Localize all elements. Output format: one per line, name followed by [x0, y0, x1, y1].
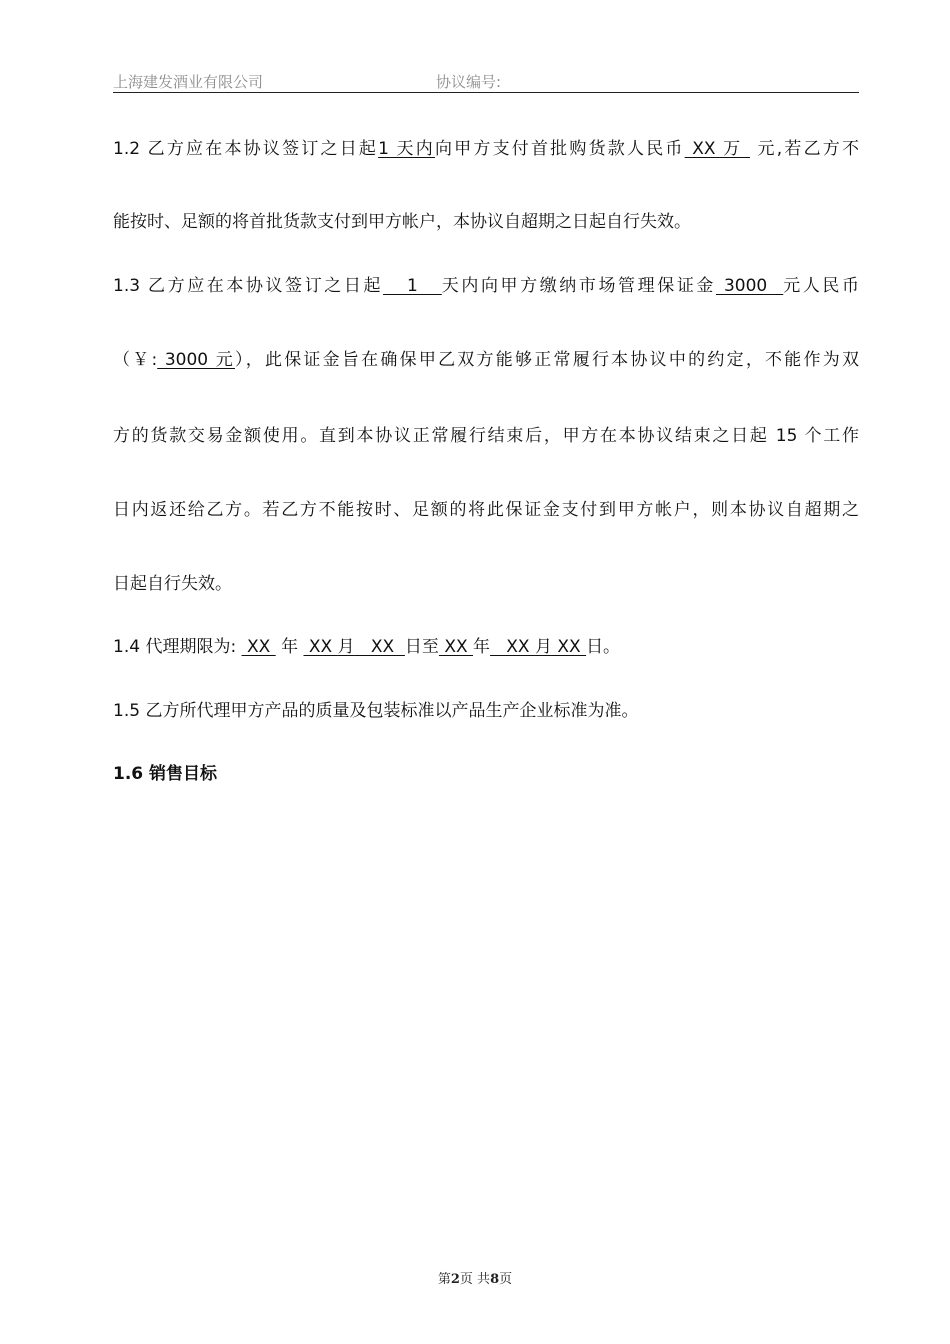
- clause-1-5: 1.5 乙方所代理甲方产品的质量及包装标准以产品生产企业标准为准。: [113, 701, 639, 721]
- page-header: [113, 70, 859, 93]
- clause-text: 日。: [586, 637, 621, 657]
- clause-text: 天内向甲方缴纳市场管理保证金: [441, 276, 716, 296]
- clause-1-2-line-1: [113, 137, 859, 161]
- clause-text: 1.4 代理期限为:: [113, 637, 242, 657]
- clause-1-3-line-3: 方的货款交易金额使用。直到本协议正常履行结束后，甲方在本协议结束之日起 15 个工作: [113, 426, 859, 446]
- blank-end-month: XX: [490, 637, 535, 657]
- footer-text: 页: [499, 1272, 513, 1287]
- blank-end-year: XX: [438, 637, 474, 657]
- clause-text: 年: [473, 637, 491, 657]
- blank-start-day: XX: [354, 637, 405, 657]
- blank-deposit-field: 3000: [716, 276, 784, 296]
- clause-text: 1.2 乙方应在本协议签订之日起: [113, 139, 379, 159]
- header-agreement-number-label: 协议编号:: [436, 73, 502, 91]
- clause-text: 向甲方支付首批购货款人民币: [434, 139, 685, 159]
- clause-text: 日至: [404, 637, 439, 657]
- clause-1-4: [113, 635, 859, 659]
- footer-text: 第: [437, 1272, 451, 1287]
- clause-text: 1.3 乙方应在本协议签订之日起: [113, 276, 384, 296]
- clause-text: 年: [275, 637, 304, 657]
- clause-text: 月: [534, 637, 552, 657]
- clause-text: 月: [337, 637, 355, 657]
- clause-1-6-heading: 1.6 销售目标: [113, 764, 218, 784]
- clause-text: （￥:: [113, 350, 158, 370]
- blank-amount-field: XX 万: [684, 139, 750, 159]
- clause-1-3-line-1: [113, 274, 859, 298]
- blank-days-field: 1: [383, 276, 442, 296]
- blank-start-month: XX: [303, 637, 338, 657]
- page-footer: [0, 1268, 950, 1287]
- clause-text: ），此保证金旨在确保甲乙双方能够正常履行本协议中的约定，不能作为双: [234, 350, 859, 370]
- blank-end-day: XX: [551, 637, 587, 657]
- footer-text: 页 共: [459, 1272, 491, 1287]
- clause-1-2-line-2: 能按时、足额的将首批货款支付到甲方帐户，本协议自超期之日起自行失效。: [113, 212, 691, 232]
- blank-start-year: XX: [241, 637, 276, 657]
- blank-days-field: 1 天内: [378, 139, 435, 159]
- clause-1-3-line-2: [113, 348, 859, 372]
- total-pages-number: 8: [490, 1272, 500, 1287]
- clause-text: 元,若乙方不: [749, 139, 859, 159]
- current-page-number: 2: [450, 1272, 460, 1287]
- blank-deposit-yuan-field: 3000 元: [157, 350, 235, 370]
- clause-text: 元人民币: [783, 276, 859, 296]
- clause-1-3-line-4: 日内返还给乙方。若乙方不能按时、足额的将此保证金支付到甲方帐户，则本协议自超期之: [113, 500, 859, 520]
- header-company-name: 上海建发酒业有限公司: [113, 73, 264, 91]
- clause-1-3-line-5: 日起自行失效。: [113, 574, 232, 594]
